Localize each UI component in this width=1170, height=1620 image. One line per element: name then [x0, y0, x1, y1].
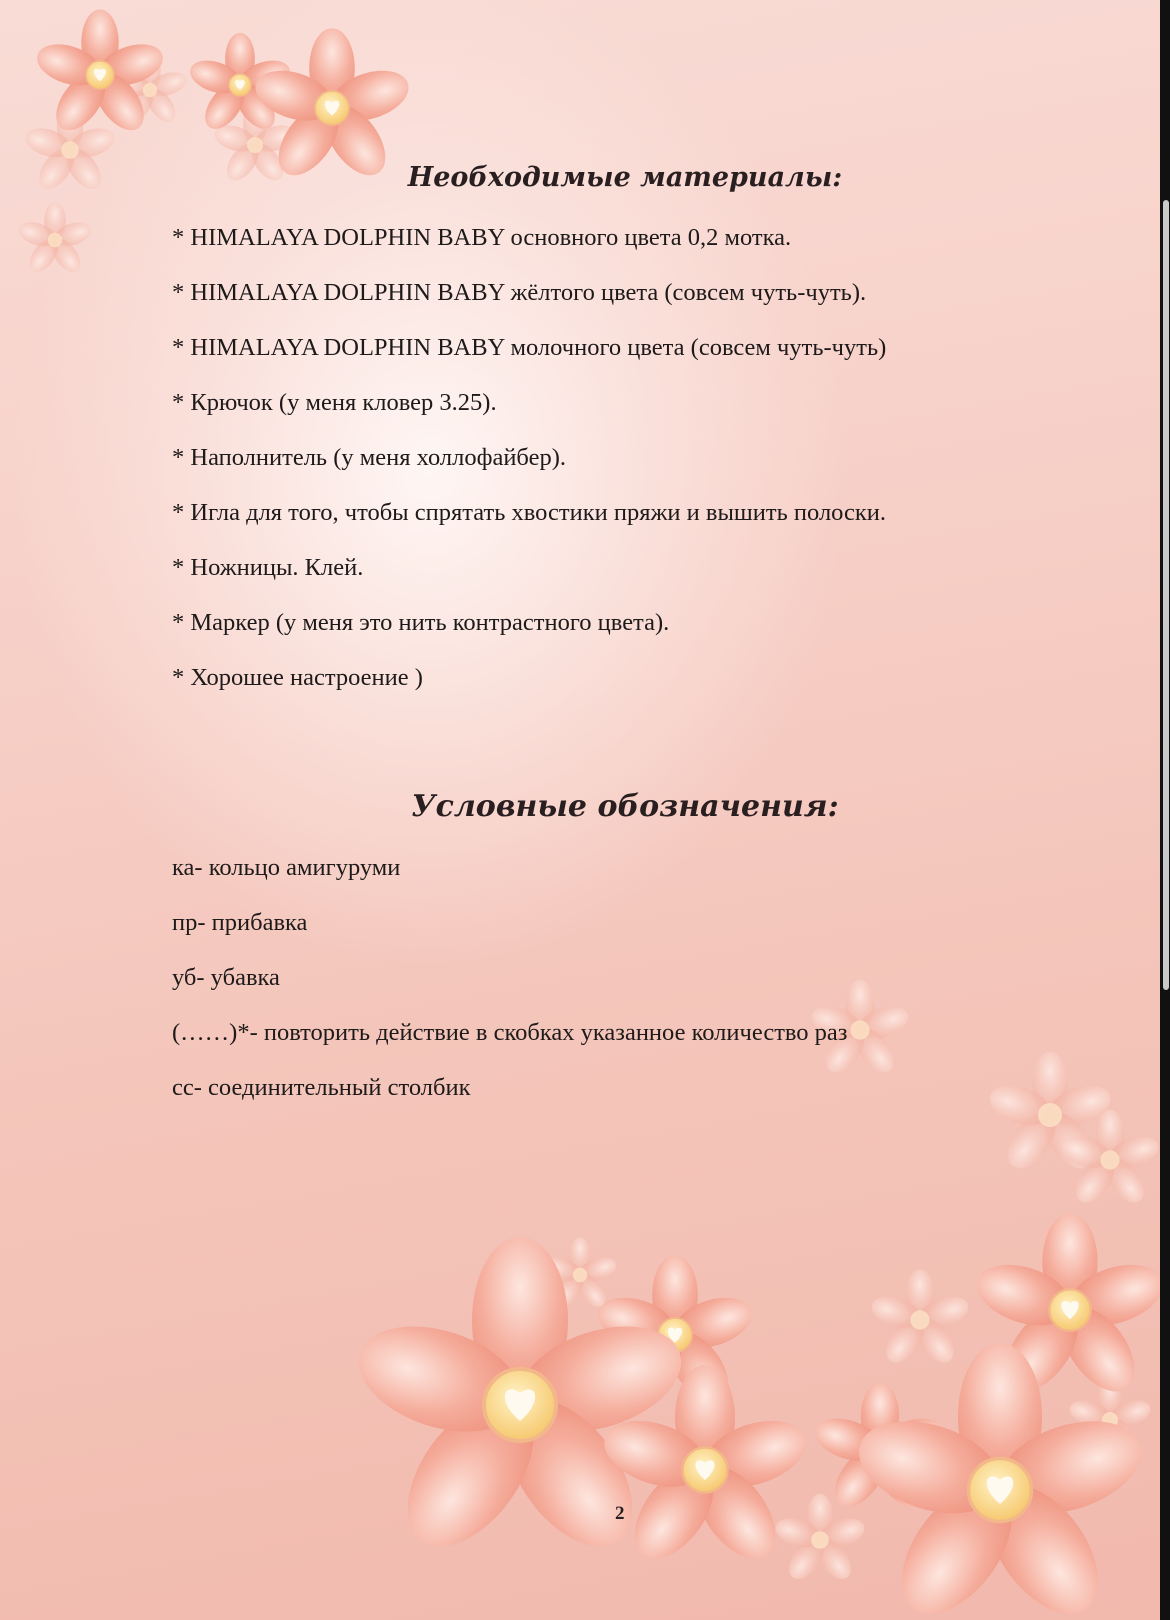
flower-icon	[772, 1494, 868, 1585]
scrollbar-thumb[interactable]	[1163, 200, 1169, 990]
list-item: уб- убавка	[172, 964, 280, 991]
materials-heading: Необходимые материалы:	[407, 162, 843, 193]
list-item: * Игла для того, чтобы спрятать хвостики пряжи и вышить полоски.	[172, 499, 887, 526]
list-item: * HIMALAYA DOLPHIN BABY молочного цвета (совсем чуть-чуть)	[172, 334, 887, 361]
flower-icon	[32, 9, 168, 139]
materials-list	[172, 223, 886, 718]
scrollbar[interactable]	[1160, 0, 1170, 1620]
list-item: пр- прибавка	[172, 909, 308, 936]
list-item: * HIMALAYA DOLPHIN BABY основного цвета 0,2 мотка.	[172, 224, 792, 251]
legend-heading: Условные обозначения:	[411, 789, 839, 824]
list-item: * Маркер (у меня это нить контрастного цвета).	[172, 609, 670, 636]
list-item: сс- соединительный столбик	[172, 1074, 471, 1101]
page-number: 2	[615, 1503, 625, 1524]
list-item: * Наполнитель (у меня холлофайбер).	[172, 444, 566, 471]
flower-icon	[16, 202, 95, 277]
list-item: * Хорошее настроение )	[172, 664, 423, 691]
list-item: (……)*- повторить действие в скобках указанное количество раз	[172, 1019, 848, 1046]
list-item: * Крючок (у меня кловер 3.25).	[172, 389, 497, 416]
legend-list	[172, 853, 847, 1128]
flower-icon	[868, 1270, 973, 1370]
list-item: * HIMALAYA DOLPHIN BABY жёлтого цвета (совсем чуть-чуть).	[172, 279, 867, 306]
list-item: ка- кольцо амигуруми	[172, 854, 401, 881]
list-item: * Ножницы. Клей.	[172, 554, 364, 581]
